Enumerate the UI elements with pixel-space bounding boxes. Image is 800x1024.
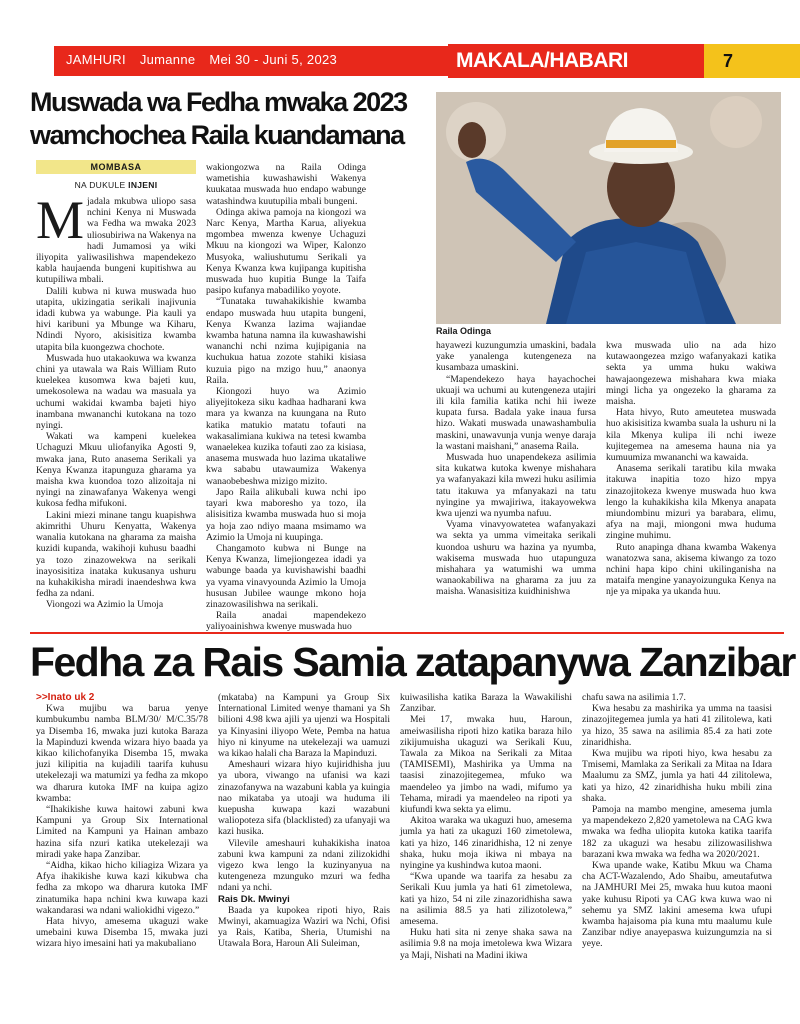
article2-col3-para: Huku hati sita ni zenye shaka sawa na asilimia 9.8 na moja imetolewa kwa Wizara ya Maji, Nishati na Madini ikiwa	[400, 927, 572, 961]
byline-prefix: NA DUKULE	[74, 180, 126, 190]
page-number-tab	[752, 44, 800, 78]
continued-from	[36, 692, 208, 703]
article1-col1-para: Mjadala mkubwa uliopo sasa nchini Kenya ni Muswada wa Fedha wa mwaka 2023 uliosubiriwa na Wakenya na hadi Jumamosi ya wiki iliyopita yaliwasilishwa mapendekezo kabla haujaenda bungeni kupitishwa au kutupiliwa mbali.	[36, 190, 196, 286]
article1-col2-para: Raila anadai mapendekezo yaliyoainishwa kwenye muswada huo	[206, 610, 366, 633]
article1-column-1	[36, 190, 196, 626]
section-label: MAKALA/HABARI	[456, 49, 628, 72]
article1-col2-para: wakiongozwa na Raila Odinga wametishia kuwashawishi Wakenya kuukataa muswada huo endapo wabunge watashindwa kuutupilia mbali bungeni.	[206, 162, 366, 207]
article1-col3-para: hayawezi kuzungumzia umaskini, badala yake yanalenga kutengeneza na kusambaza umaskini.	[436, 340, 596, 374]
article2-col4-para: Kwa upande wake, Katibu Mkuu wa Chama cha ACT-Wazalendo, Ado Shaibu, ameutafutwa na JAMHURI Mei 25, mwaka huu kutoa maoni yake kuhusu Ripoti ya CAG kwa kuwa wao ni sehemu ya SMZ lakini amesema kwa ufupi kwamba hajaisoma pia kuna mtu maalumu kule Zanzibar ndiye anayepaswa kuizungumzia na si yeye.	[582, 860, 772, 950]
photo-illustration	[436, 92, 781, 324]
article2-col2-para: Baada ya kupokea ripoti hiyo, Rais Mwinyi, akamuagiza Waziri wa Nchi, Ofisi ya Rais, Katiba, Sheria, Utumishi na Utawala Bora, Haroun Ali Suleiman,	[218, 904, 390, 950]
header-info	[66, 52, 347, 67]
article1-col2-para: Kiongozi huyo wa Azimio aliyejitokeza siku kadhaa hadharani kwa mara ya kwanza na kuungana na Ruto katika matukio matatu tofauti na wakasalimiana kukiwa na tetesi kwamba wanaelekea kuzika tofauti zao za kisiasa, anasema muswada huo lazima ukataliwe kwa sababu utawaumiza Wakenya wanaobebeshwa mizigo mizito.	[206, 386, 366, 487]
photo-caption: Raila Odinga	[436, 326, 492, 336]
article1-headline	[30, 86, 420, 152]
article2-subhead: Rais Dk. Mwinyi	[218, 893, 290, 905]
article2-col3-para: Akitoa waraka wa ukaguzi huo, amesema jumla ya hati za ukaguzi 160 zimetolewa, kati ya hizo, 146 zinaridhisha, 12 ni zenye shaka, huku moja ikiwa ni mbaya na nyingine ya kushindwa kutoa maoni.	[400, 815, 572, 872]
article1-col4-para: Anasema serikali taratibu kila mwaka itakuwa inapitia tozo hizo mpya zinazojitokeza kwenye muswada huo kwa lengo la kuhakikisha kila Mkenya anapata miundombinu mizuri ya barabara, elimu, afya na maji, miongoni mwa huduma zingine muhimu.	[606, 463, 776, 542]
article1-col3-para: Vyama vinavyowatetea wafanyakazi wa sekta ya umma vimeitaka serikali kuondoa ushuru wa hazina ya nyumba, wakisema muswada huo utapunguza mishahara ya watumishi wa umma wanaokabiliwa na gharama za juu za maisha. Wanasisitiza kuidhinishwa	[436, 519, 596, 598]
article1-col1-para: Viongozi wa Azimio la Umoja	[46, 599, 164, 611]
article1-col2-para: Changamoto kubwa ni Bunge na Kenya Kwanza, limejiongezea idadi ya wabunge baada ya kuvishawishi baadhi ya vyama vinavyounda Azimio la Umoja hususan Jubilee waunge mkono hoja zinazowasilishwa na serikali.	[206, 542, 366, 610]
article2-col2-para: Ameshauri wizara hiyo kujiridhisha juu ya ubora, viwango na ufanisi wa kazi zinazofanywa na wazabuni kabla ya kuingia nao mikataba ya utoaji wa huduma ili kuepusha kuwapa kazi wazabuni waliopoteza sifa (blacklisted) za ufanyaji wa kazi husika.	[218, 759, 390, 838]
issue-day: Jumanne	[139, 52, 196, 67]
continued-link[interactable]: >>Inato uk 2	[36, 692, 95, 703]
headline-line-1: Muswada wa Fedha mwaka 2023	[30, 87, 407, 117]
article1-col1-para: Lakini miezi minane tangu kuapishwa akimrithi Uhuru Kenyatta, Wakenya wanalia kutokana na gharama za maisha kuzidi kupanda, wakihoji kuhusu baadhi ya tozo zinazowekwa na serikali inayosisitiza inataka kukusanya ushuru na kuhakikisha miradi inaendeshwa kwa fedha za ndani.	[36, 509, 196, 600]
article1-col4-para: Ruto anapinga dhana kwamba Wakenya wanatozwa sana, akisema kiwango za tozo nchini hapa kipo chini ukilinganisha na mataifa mengine yanayoizunguka Kenya na nje ya mipaka ya ukanda huu.	[606, 541, 776, 598]
article1-column-2	[206, 162, 366, 633]
article2-col4-para: Kwa mujibu wa ripoti hiyo, kwa hesabu za Tmisemi, Mamlaka za Serikali za Mitaa na Idara Maalumu za SMZ, jumla ya hati 44 zilitolewa, kati ya hizo, 42 zinaridhisha huku mbili zina shaka.	[582, 748, 772, 804]
article1-column-4	[606, 340, 776, 630]
article1-col2-para: Odinga akiwa pamoja na kiongozi wa Narc Kenya, Martha Karua, aliyekua mgombea mwenza kwenye Uchaguzi Mkuu na kiongozi wa Wiper, Kalonzo Musyoka, waliushutumu Serikali ya Kenya Kwanza kwa kujipanga kupitisha muswada huo kupitia Bunge la Taifa pasipo kufanya mabadiliko yoyote.	[206, 206, 366, 297]
article2-col1-para: Hata hivyo, amesema ukaguzi wake umebaini kuwa Disemba 15, mwaka juzi wizara hiyo imesaini hati ya makubaliano	[36, 916, 208, 950]
page-number: 7	[704, 44, 752, 78]
issue-dates: Mei 30 - Juni 5, 2023	[209, 52, 338, 67]
article1-col3-para: “Mapendekezo haya hayachochei ukuaji wa uchumi au kutengeneza utajiri ili kila familia katika nchi hii iweze kupata fursa. Badala yake inaua fursa hizo. Wakati muswada unawashambulia maskini, unawavunja vunja wenye daraja la wastani maishani,” anasema Raila.	[436, 373, 596, 452]
article1-col3-para: Muswada huo unapendekeza asilimia sita kukatwa kutoka kwenye mishahara ya wafanyakazi kila mwezi huku asilimia tatu itakuwa ya mfanyakazi na tatu nyingine ya mwajiriwa, itakayowekwa kwa ujenzi wa nyumba nafuu.	[436, 452, 596, 520]
article1-col4-para: Hata hivyo, Ruto ameutetea muswada huo akisisitiza kwamba suala la ushuru ni la kila Mkenya kulipa ili nchi iweze kujitegemea na amesema hauna nia ya kumuumiza mwananchi wa kawaida.	[606, 407, 776, 464]
drop-cap: M	[36, 190, 85, 250]
article1-col2-para: Japo Raila alikubali kuwa nchi ipo tayari kwa maboresho ya tozo, ila alisisitiza kwamba muswada huo si moja ya hoja zao ndiyo maana msimamo wa Azimio la Umoja ni kuupinga.	[206, 486, 366, 543]
article1-col2-para: “Tunataka tuwahakikishie kwamba endapo muswada huu utapita bungeni, Kenya Kwanza lazima wajiandae kwamba hatuna namna ila kuwashawishi wananchi nchi nzima kujipigania na kuchukua hatua zozote stahiki kisiasa kuzuia pigo na mzigo huu,” anaonya Raila.	[206, 296, 366, 386]
article2-headline: Fedha za Rais Samia zatapanywa Zanzibar	[30, 639, 795, 685]
article2-col4-para: chafu sawa na asilimia 1.7.	[582, 692, 686, 703]
article2-col1-para: “Ihakikishe kuwa haitowi zabuni kwa Kampuni ya Group Six International Limited na Kampuni ya Hainan ambazo hazina sifa nzuri katika utekelezaji wa miradi yake hapa Zanzibar.	[36, 804, 208, 860]
paper-name: JAMHURI	[66, 52, 126, 67]
article1-col4-para: kwa muswada ulio na ada hizo kutawaongezea mzigo wafanyakazi katika sekta ya umma huku wakiwa hawajaongezewa mishahara kwa miaka mingi licha ya ongezeko la gharama za maisha.	[606, 340, 776, 408]
article2-column-1	[36, 692, 208, 1018]
article2-column-4	[582, 692, 772, 1018]
raila-odinga-photo	[436, 92, 781, 324]
article1-col1-para: Wakati wa kampeni kuelekea Uchaguzi Mkuu uliofanyika Agosti 9, mwaka jana, Ruto anasema Serikali ya Kenya Kwanza itapunguza gharama ya maisha kwa kuondoa tozo alizoitaja ni nyingi na zinawafanya Wakenya wengi kukosa fedha mifukoni.	[36, 431, 196, 510]
dateline-location: MOMBASA	[36, 160, 196, 174]
article2-column-2	[218, 692, 390, 1018]
article2-col4-para: Kwa hesabu za mashirika ya umma na taasisi zinazojitegemea jumla ya hati 41 zilitolewa, kati ya hizo, 35 sawa na asilimia 85.4 za hati zote zinaridhisha.	[582, 703, 772, 748]
article2-col3-para: “Kwa upande wa taarifa za hesabu za Serikali Kuu jumla ya hati 61 zimetolewa, kati ya hizo, 54 ni zile zinazoridhisha sawa na asilimia 88.5 ya hati zilizotolewa,” amesema.	[400, 871, 572, 928]
article2-col2-para: (mkataba) na Kampuni ya Group Six International Limited wenye thamani ya Sh bilioni 4.98 kwa ajili ya ujenzi wa Hospitali ya Kinyasini iliyopo Wete, Pemba na hatua hiyo ni kinyume na utekelezaji wa uamuzi wa kikao halali cha Baraza la Mapinduzi.	[218, 692, 390, 760]
article2-col1-para: Kwa mujibu wa barua yenye kumbukumbu namba BLM/30/ M/C.35/78 ya Disemba 16, mwaka juzi kutoka Baraza la Mapinduzi kwenda wizara hiyo baada ya kikao kilichofanyika Disemba 15, mwaka juzi kilipitia na kujadili taarifa kuhusu utekelezaji wa matumizi ya fedha za mkopo wa dharura kutoka IMF na kuipa agizo kwamba:	[36, 703, 208, 804]
article2-col2-para: Vilevile ameshauri kuhakikisha inatoa zabuni kwa kampuni za ndani zilizokidhi vigezo kwa lengo la kuzinyanyua na kutengeneza mzunguko mzuri wa fedha ndani ya nchi.	[218, 837, 390, 894]
headline-line-2: wamchochea Raila kuandamana	[30, 120, 404, 150]
article1-col1-para: Muswada huo utakaokuwa wa kwanza chini ya utawala wa Rais William Ruto kuelekea kusomwa kwa bajeti kuu, umekosolewa na wadau wa masuala ya uchumi wakidai kwamba bajeti hiyo inambana mwananchi kutokana na tozo nyingi.	[36, 352, 196, 432]
article2-col3-para: Mei 17, mwaka huu, Haroun, ameiwasilisha ripoti hizo katika baraza hilo zikijumuisha ukaguzi wa Serikali Kuu, Tawala za Mikoa na Serikali za Mitaa (TAMISEMI), Mashirika ya Umma na taasisi zinazojitegemea, mfuko wa maendeleo ya jimbo na wadi, mifumo ya Tehama, miradi ya maendeleo na ripoti ya kiufundi kwa sekta ya elimu.	[400, 714, 572, 816]
byline-name: INJENI	[128, 180, 158, 190]
article-divider	[30, 632, 784, 634]
article2-col1-para: “Aidha, kikao hicho kiliagiza Wizara ya Afya ihakikishe kuwa kazi kikubwa cha fedha za mkopo wa dharura kutoka IMF zinatumika hapa nchini kwa kuwapa kazi wakandarasi wa ndani waliokidhi vigezo.”	[36, 860, 208, 916]
article2-col4-para: Pamoja na mambo mengine, amesema jumla ya mapendekezo 2,820 yametolewa na CAG kwa mwaka wa fedha uliopita kutoka katika taarifa 182 za ukaguzi wa hesabu zilizowasilishwa barazani kwa mwaka wa fedha wa 2020/2021.	[582, 804, 772, 860]
article2-column-3	[400, 692, 572, 1018]
byline	[36, 180, 196, 190]
article2-col3-para: kuiwasilisha katika Baraza la Wawakilishi Zanzibar.	[400, 692, 572, 715]
article1-column-3	[436, 340, 596, 630]
article1-col1-para: Dalili kubwa ni kuwa muswada huo utapita, ukizingatia serikali inajivunia idadi kubwa ya wabunge. Pia kauli ya hivi karibuni ya Mbunge wa Kiharu, Ndindi Nyoro, akisisitiza kwamba utapita bila kuongezwa chochote.	[36, 285, 196, 353]
